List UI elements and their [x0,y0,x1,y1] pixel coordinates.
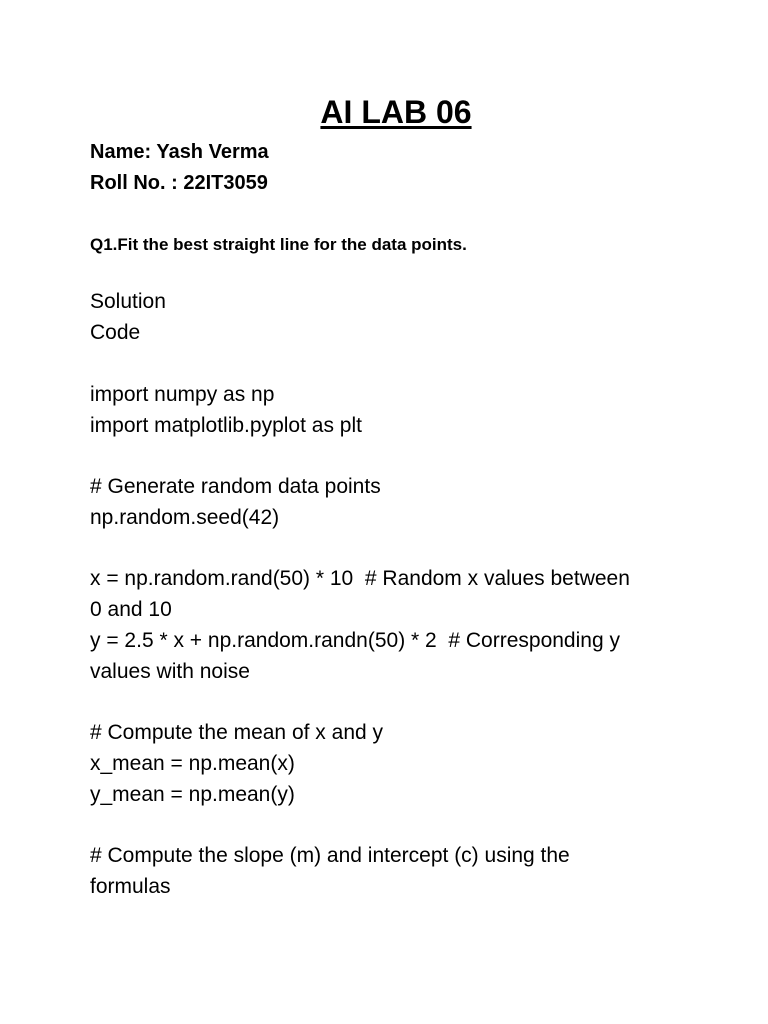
code-line-x-1: x = np.random.rand(50) * 10 # Random x values between [90,567,630,590]
solution-heading [90,286,710,348]
code-comment-mean: # Compute the mean of x and y [90,721,384,744]
solution-label: Solution [90,290,166,313]
code-means [90,717,710,810]
student-info [90,137,710,199]
code-line-y-2: values with noise [90,660,250,683]
code-line-x-2: 0 and 10 [90,598,172,621]
code-line-y-1: y = 2.5 * x + np.random.randn(50) * 2 # Corresponding y [90,629,620,652]
roll-number: Roll No. : 22IT3059 [90,172,268,194]
code-slope-comment [90,840,710,902]
code-imports [90,379,710,441]
code-line-import-numpy: import numpy as np [90,383,275,406]
code-line-seed: np.random.seed(42) [90,506,280,529]
code-line-import-matplotlib: import matplotlib.pyplot as plt [90,414,362,437]
code-comment-slope-1: # Compute the slope (m) and intercept (c) using the [90,844,570,867]
code-label: Code [90,321,141,344]
code-line-x-mean: x_mean = np.mean(x) [90,752,295,775]
code-line-y-mean: y_mean = np.mean(y) [90,783,295,806]
document-title: AI LAB 06 [320,94,472,130]
code-xy-definitions [90,563,710,687]
student-name: Name: Yash Verma [90,141,269,163]
code-comment-slope-2: formulas [90,875,171,898]
code-generate-data [90,471,710,533]
code-comment-generate: # Generate random data points [90,475,381,498]
question-text: Q1.Fit the best straight line for the data points. [90,235,467,254]
